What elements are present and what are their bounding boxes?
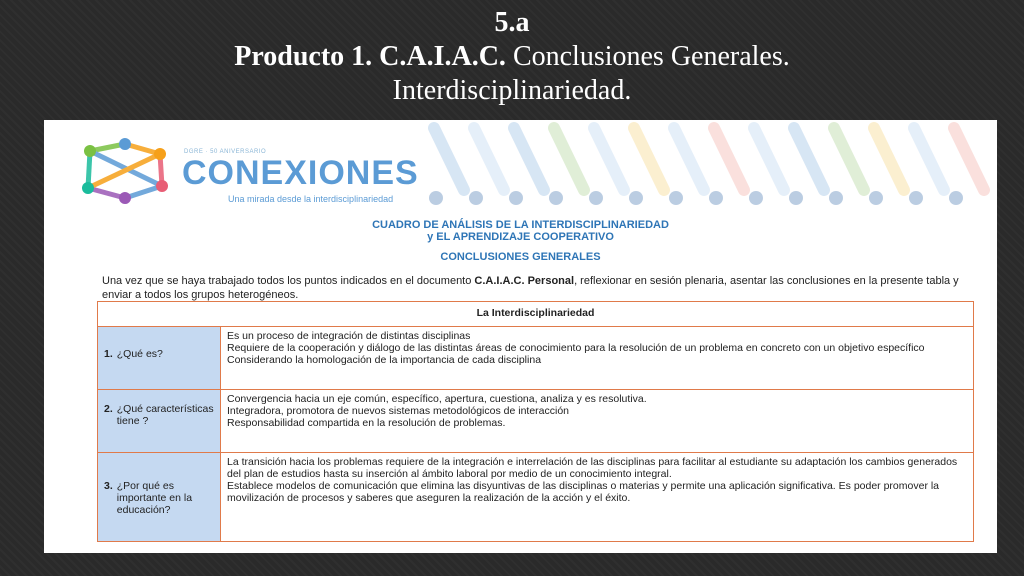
answer-line: La transición hacia los problemas requiere de la integración e interrelación de las disciplinas para facilitar al estudiante su adaptación los cambios generados del plan de estudios hasta su inserción al ámbito laboral por medio de un conocimiento integral. (227, 456, 958, 480)
heading-line2: y EL APRENDIZAJE COOPERATIVO (427, 231, 614, 243)
logo-subtitle: Una mirada desde la interdisciplinariedad (228, 194, 394, 204)
question-text: ¿Qué es? (116, 348, 163, 360)
question-number: 3. (104, 480, 113, 492)
conclusions-table (97, 301, 974, 542)
conclusions-heading: CONCLUSIONES GENERALES (440, 251, 601, 263)
table-header: La Interdisciplinariedad (98, 302, 974, 327)
table-row (98, 390, 974, 453)
document-image (44, 120, 997, 553)
decorative-stripes (424, 120, 997, 210)
answer-line: Es un proceso de integración de distintas disciplinas (227, 330, 471, 342)
intro-text-1: Una vez que se haya trabajado todos los puntos indicados en el documento (102, 275, 475, 287)
slide-title (0, 6, 1024, 108)
slide-title-line3: Interdisciplinariedad. (392, 75, 632, 106)
molecule-logo-icon (70, 136, 180, 206)
answer-line: Responsabilidad compartida en la resolución de problemas. (227, 417, 506, 429)
table-row (98, 327, 974, 390)
heading-line1: CUADRO DE ANÁLISIS DE LA INTERDISCIPLINARIEDAD (372, 219, 669, 231)
answer-line: Requiere de la cooperación y diálogo de las distintas áreas de conocimiento para la resolución de un problema en concreto con un objetivo específico (227, 342, 925, 354)
table-row (98, 453, 974, 542)
conexiones-logo (70, 136, 430, 208)
intro-paragraph (102, 274, 982, 302)
slide-title-line2 (0, 40, 1024, 74)
answer-line: Establece modelos de comunicación que elimina las disyuntivas de las disciplinas o materias y permite una aplicación significativa. Es poder promover la movilización de procesos y saberes que aseguren la realización de la acción y el éxito. (227, 480, 940, 504)
question-cell (98, 453, 221, 542)
product-rest: Conclusiones Generales. (505, 41, 790, 72)
answer-line: Convergencia hacia un eje común, específico, apertura, cuestiona, analiza y es resolutiva. (227, 393, 647, 405)
question-number: 2. (104, 403, 113, 415)
answer-cell (221, 390, 974, 453)
question-text: ¿Qué características tiene ? (116, 403, 214, 427)
logo-small-text: DGRE · 50 ANIVERSARIO (184, 149, 267, 155)
answer-cell (221, 327, 974, 390)
question-cell (98, 390, 221, 453)
answer-cell (221, 453, 974, 542)
question-number: 1. (104, 348, 113, 360)
slide-number: 5.a (494, 7, 530, 38)
intro-bold: C.A.I.A.C. Personal (474, 275, 575, 287)
answer-line: Integradora, promotora de nuevos sistemas metodológicos de interacción (227, 405, 570, 417)
intro-text-2: , reflexionar en sesión plenaria, asentar las conclusiones en la presente tabla y enviar a todos los grupos heterogéneos. (102, 275, 959, 301)
question-text: ¿Por qué es importante en la educación? (116, 480, 193, 516)
product-label: Producto 1. C.A.I.A.C. (234, 41, 506, 72)
logo-wordmark: CONEXIONES (182, 154, 419, 192)
question-cell (98, 327, 221, 390)
document-heading (44, 219, 997, 243)
answer-line: Considerando la homologación de la importancia de cada disciplina (227, 354, 542, 366)
